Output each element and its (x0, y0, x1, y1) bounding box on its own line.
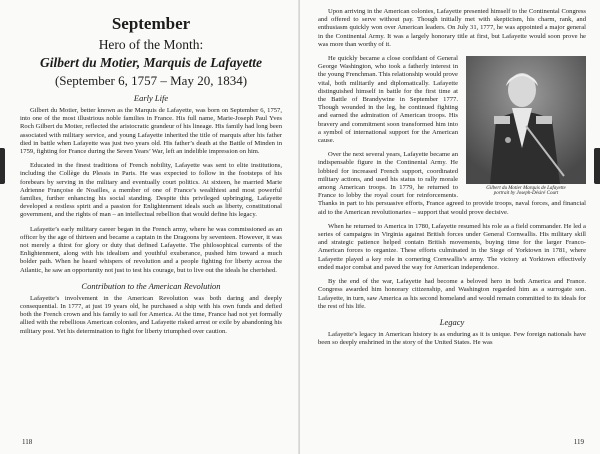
page-number-right: 119 (573, 438, 584, 446)
paragraph: Over the next several years, Lafayette became an indispensable figure in the Continental Army. He lobbied for increased French support, coordinated military actions, and used his status to rally morale among American troops. In 1779, he returned to France to lobby the royal court for reinforcements. Thanks in part to his persuasive efforts, France agreed to provide troops, naval forces, and financial aid to the American revolutionaries – support that would prove decisive. (318, 151, 586, 216)
paragraph: Lafayette’s early military career began in the French army, where he was commissioned as an officer by the age of thirteen and became a captain in the Dragoons by seventeen. However, it was not merely a thirst for glory or duty that defined Lafayette. The philosophical currents of the Enlightenment, along with his idealism and youthful exuberance, pushed him toward a much bolder path. When he heard whispers of revolution and a people fighting for liberty across the Atlantic, he saw an opportunity not just to test his courage, but to live out the ideals he cherished. (20, 225, 282, 274)
left-edge-tab (0, 148, 5, 184)
portrait-figure (466, 56, 586, 196)
right-edge-tab (594, 148, 600, 184)
paragraph: When he returned to America in 1780, Lafayette resumed his role as a field commander. He led a series of campaigns in Virginia against British forces under General Cornwallis. His military skill and strategic patience helped contain British movements, buying time for the larger Franco-American forces to organize. These efforts culminated in the Siege of Yorktown in 1781, where Lafayette played a key role in cornering Cornwallis’s army. The victory at Yorktown effectively ended major combat and paved the way for American independence. (318, 222, 586, 271)
paragraph: Educated in the finest traditions of French nobility, Lafayette was sent to elite institutions, including the Collège du Plessis in Paris. He was expected to follow in the footsteps of his forebears by serving in the military and eventually court politics. At sixteen, he married Marie Adrienne Françoise de Noailles, a member of one of France’s wealthiest and most powerful families, further enhancing his social standing. Despite this privileged upbringing, Lafayette developed a restless spirit and a passion for Enlightenment ideals such as liberty, constitutional government, and the rights of man – an intellectual rebellion that would define his legacy. (20, 162, 282, 219)
right-page (300, 0, 600, 454)
paragraph: Lafayette’s legacy in American history is as enduring as it is unique. Few foreign nationals have been so deeply enshrined in the story of the United States. He was (318, 330, 586, 347)
portrait-credit: portrait by Joseph-Désiré Court (493, 191, 559, 197)
section-heading-legacy: Legacy (439, 316, 465, 327)
page-title: September (111, 14, 191, 33)
paragraph: He quickly became a close confidant of General George Washington, who took a fatherly interest in the young Frenchman. This relationship would prove vital, both militarily and diplomatically. Lafayette distinguished himself in battle for the first time at the Battle of Brandywine in September 1777. Though wounded in the leg, he continued fighting and earned the admiration of American troops. His bravery and commitment soon transformed him into a symbol of international support for the American cause. (318, 55, 458, 145)
portrait-caption: Gilbert du Motier Marquis de Lafayette (486, 186, 566, 192)
page-number-left: 118 (22, 438, 33, 446)
paragraph: Upon arriving in the American colonies, Lafayette presented himself to the Continental Congress and offered to serve without pay. Though initially met with skepticism, his charm, rank, and enthusiasm quickly won over American leaders. On July 31, 1777, he was appointed a major general in the Continental Army. It was a largely honorary title at first, but Lafayette would soon prove he was more than worthy of it. (318, 8, 586, 48)
hero-name: Gilbert du Motier, Marquis de Lafayette (40, 55, 262, 70)
portrait-illustration (466, 56, 586, 184)
section-heading-contribution: Contribution to the American Revolution (81, 280, 221, 291)
section-heading-early-life: Early Life (133, 93, 169, 103)
paragraph: By the end of the war, Lafayette had become a beloved hero in both America and France. Congress awarded him honorary citizenship, and Washington regarded him as a surrogate son. Lafayette, in turn, saw America as his second homeland and would remain committed to its ideals for the rest of his life. (318, 278, 586, 310)
paragraph: Lafayette’s involvement in the American Revolution was both daring and deeply consequential. In 1777, at just 19 years old, he purchased a ship with his own funds and defied both the French crown and his family to sail for America. At the time, France had not yet formally allied with the rebellious American colonies, and Lafayette risked arrest or exile by abandoning his military post. Yet his determination to fight for liberty triumphed over caution. (20, 294, 282, 335)
hero-subtitle: Hero of the Month: (98, 37, 204, 52)
paragraph: Gilbert du Motier, better known as the Marquis de Lafayette, was born on September 6, 1757, into one of the most illustrious noble families in France. His full name, Marie-Joseph Paul Yves Roch Gilbert du Motier, reflected the aristocratic grandeur of his lineage. His family had long been associated with military service, and young Lafayette inherited the title of marquis after his father died in battle when Lafayette was just two years old. His father’s death at the Battle of Minden in 1759, fighting for France during the Seven Years’ War, left an indelible impression on him. (20, 107, 282, 156)
portrait-image (466, 56, 586, 184)
hero-dates: (September 6, 1757 – May 20, 1834) (54, 73, 248, 88)
